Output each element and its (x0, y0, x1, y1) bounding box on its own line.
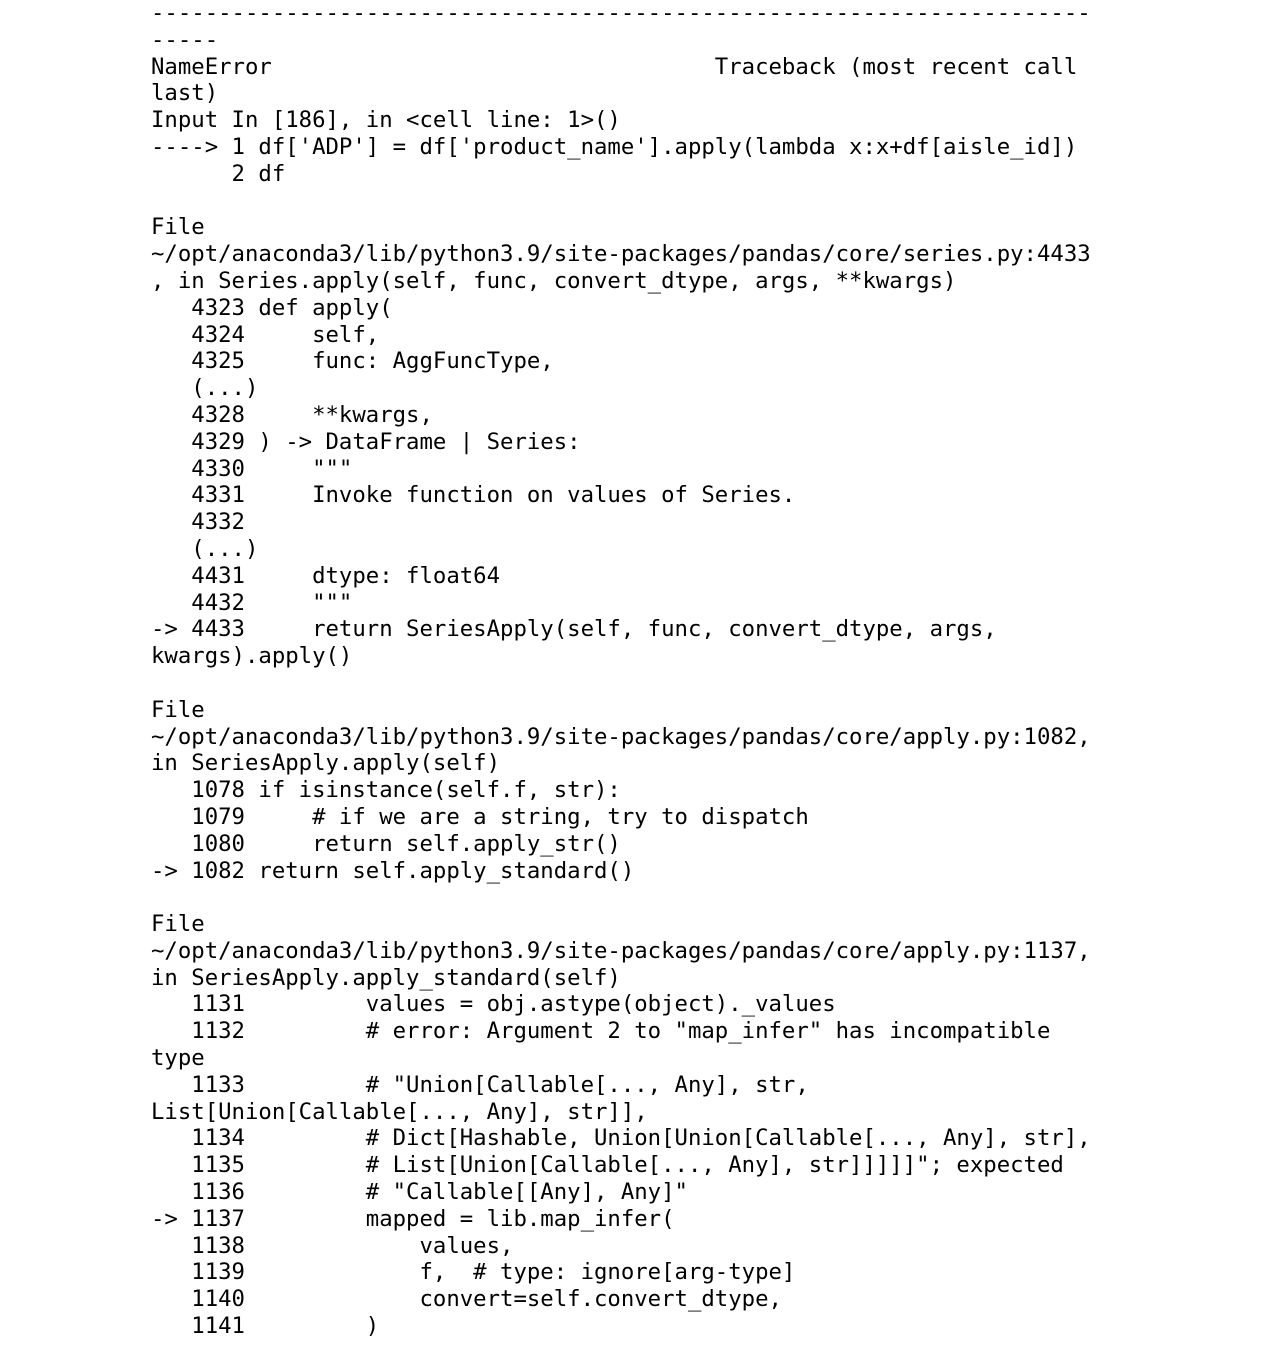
traceback-line (151, 884, 1251, 911)
traceback-line: ~/opt/anaconda3/lib/python3.9/site-packages/pandas/core/series.py:4433 (151, 241, 1091, 268)
traceback-line: 4323 def apply( (151, 294, 393, 321)
traceback-line: 4432 """ (151, 589, 353, 616)
traceback-line: 2 df (151, 160, 286, 187)
traceback-line: 1078 if isinstance(self.f, str): (151, 777, 621, 804)
traceback-line: (...) (151, 375, 259, 402)
traceback-line: 1080 return self.apply_str() (151, 830, 621, 857)
traceback-line: ~/opt/anaconda3/lib/python3.9/site-packages/pandas/core/apply.py:1082, (151, 723, 1091, 750)
traceback-line: last) (151, 80, 219, 107)
traceback-output (151, 0, 1251, 1340)
traceback-line: 1140 convert=self.convert_dtype, (151, 1286, 782, 1313)
traceback-line: (...) (151, 535, 259, 562)
traceback-line: 1131 values = obj.astype(object)._values (151, 991, 836, 1018)
traceback-line: 4324 self, (151, 321, 380, 348)
traceback-line: 1138 values, (151, 1232, 514, 1259)
traceback-line: ~/opt/anaconda3/lib/python3.9/site-packages/pandas/core/apply.py:1137, (151, 937, 1091, 964)
traceback-line: in SeriesApply.apply_standard(self) (151, 964, 621, 991)
traceback-line: File (151, 696, 205, 723)
traceback-line: NameError Traceback (most recent call (151, 53, 1078, 80)
traceback-line: 4325 func: AggFuncType, (151, 348, 554, 375)
traceback-line: 1132 # error: Argument 2 to "map_infer" has incompatible (151, 1018, 1051, 1045)
traceback-line: List[Union[Callable[..., Any], str]], (151, 1098, 648, 1125)
traceback-line: Input In [186], in <cell line: 1>() (151, 107, 621, 134)
traceback-line: 1136 # "Callable[[Any], Any]" (151, 1179, 688, 1206)
traceback-line: 4431 dtype: float64 (151, 562, 501, 589)
traceback-line: 1133 # "Union[Callable[..., Any], str, (151, 1071, 809, 1098)
traceback-line: 4330 """ (151, 455, 353, 482)
traceback-line: 4328 **kwargs, (151, 401, 433, 428)
traceback-line: -> 1082 return self.apply_standard() (151, 857, 635, 884)
traceback-line: 4332 (151, 509, 259, 536)
traceback-line: -> 1137 mapped = lib.map_infer( (151, 1205, 675, 1232)
traceback-line: kwargs).apply() (151, 643, 353, 670)
traceback-line: type (151, 1045, 205, 1072)
traceback-line: 1139 f, # type: ignore[arg-type] (151, 1259, 796, 1286)
traceback-line: -> 4433 return SeriesApply(self, func, convert_dtype, args, (151, 616, 997, 643)
traceback-line: 1134 # Dict[Hashable, Union[Union[Callable[..., Any], str], (151, 1125, 1091, 1152)
traceback-line: 1141 ) (151, 1313, 380, 1340)
traceback-line: ----- (151, 26, 219, 53)
traceback-line: 1079 # if we are a string, try to dispatch (151, 803, 809, 830)
traceback-line: 4331 Invoke function on values of Series. (151, 482, 796, 509)
traceback-line: ----> 1 df['ADP'] = df['product_name'].apply(lambda x:x+df[aisle_id]) (151, 133, 1078, 160)
traceback-line: 4329 ) -> DataFrame | Series: (151, 428, 581, 455)
traceback-line (151, 188, 1251, 215)
traceback-line: 1135 # List[Union[Callable[..., Any], str]]]]]"; expected (151, 1152, 1064, 1179)
traceback-line: File (151, 214, 205, 241)
traceback-line: ---------------------------------------------------------------------- (151, 0, 1091, 26)
traceback-line: in SeriesApply.apply(self) (151, 750, 501, 777)
traceback-line: File (151, 911, 205, 938)
traceback-line: , in Series.apply(self, func, convert_dtype, args, **kwargs) (151, 267, 957, 294)
traceback-line (151, 670, 1251, 697)
